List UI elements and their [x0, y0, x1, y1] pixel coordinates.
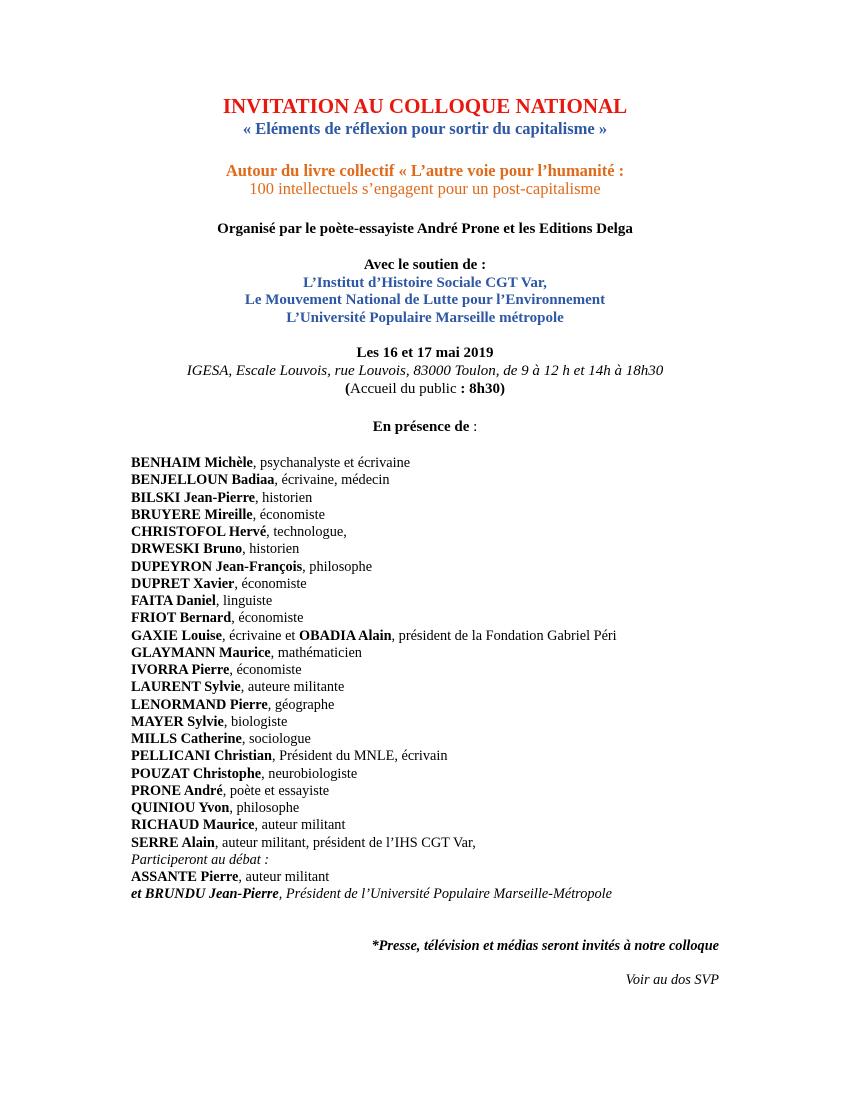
- participant-name: SERRE Alain: [131, 834, 215, 851]
- participant-name: LENORMAND Pierre: [131, 696, 268, 713]
- list-item: [131, 783, 781, 800]
- presence-heading-text: En présence de: [372, 419, 470, 435]
- participant-name: MAYER Sylvie: [131, 713, 224, 730]
- list-item: [131, 576, 781, 593]
- participant-name: ASSANTE Pierre: [131, 869, 239, 885]
- list-item: [131, 524, 781, 541]
- participant-name: POUZAT Christophe: [131, 765, 262, 782]
- participant-name: DRWESKI Bruno: [131, 541, 243, 558]
- participant-name: RICHAUD Maurice: [131, 817, 255, 834]
- list-item: [131, 559, 781, 576]
- participant-desc: , psychanalyste et écrivaine: [252, 455, 411, 471]
- participant-desc: , poète et essayiste: [222, 782, 330, 799]
- participant-name: FAITA Daniel: [131, 593, 216, 609]
- participant-desc: , économiste: [252, 506, 325, 523]
- presence-heading: [0, 418, 850, 437]
- list-item: [131, 541, 781, 558]
- participant-desc: , sociologue: [241, 731, 311, 747]
- participant-desc: , Président de l’Université Populaire Marseille-Métropole: [278, 886, 612, 903]
- participant-name: GAXIE Louise: [131, 627, 222, 644]
- organizer-line: Organisé par le poète-essayiste André Prone et les Editions Delga: [217, 221, 633, 237]
- participant-desc: , auteur militant, président de l’IHS CGT Var,: [214, 834, 476, 851]
- participant-name: MILLS Catherine: [131, 731, 242, 747]
- participant-name: BENHAIM Michèle: [131, 455, 253, 471]
- list-item: [131, 593, 781, 610]
- participant-name: QUINIOU Yvon: [131, 800, 230, 816]
- presence-colon: :: [469, 419, 478, 435]
- list-item: [131, 490, 781, 507]
- book-line-2: 100 intellectuels s’engagent pour un post-capitalisme: [249, 179, 601, 198]
- support-org-mnle: Le Mouvement National de Lutte pour l’Environnement: [244, 292, 606, 308]
- participant-desc: , auteure militante: [240, 679, 345, 696]
- participant-desc: , auteur militant: [238, 869, 330, 885]
- list-item: [131, 869, 781, 886]
- page-title: INVITATION AU COLLOQUE NATIONAL: [222, 94, 628, 118]
- participant-name: FRIOT Bernard: [131, 610, 232, 627]
- participant-name: IVORRA Pierre: [131, 662, 230, 678]
- participant-desc: , mathématicien: [270, 644, 362, 661]
- participant-name: BRUYERE Mireille: [131, 506, 253, 523]
- list-item: [131, 731, 781, 748]
- list-item: [131, 748, 781, 765]
- debate-heading: Participeront au débat :: [131, 851, 270, 868]
- participant-desc: , philosophe: [229, 800, 300, 816]
- list-item: [131, 645, 781, 662]
- list-item: [131, 817, 781, 834]
- book-line-1: Autour du livre collectif « L’autre voie pour l’humanité :: [225, 161, 625, 180]
- support-org-upm: L’Université Populaire Marseille métropole: [286, 309, 564, 326]
- participant-desc: , économiste: [234, 575, 307, 592]
- press-note: *Presse, télévision et médias seront invités à notre colloque: [371, 938, 719, 954]
- list-item: [131, 472, 781, 489]
- event-dates: Les 16 et 17 mai 2019: [356, 345, 494, 361]
- list-item: [131, 662, 781, 679]
- participant-name: BILSKI Jean-Pierre: [131, 489, 256, 506]
- participant-desc: , historien: [255, 489, 313, 506]
- participant-desc: , Président du MNLE, écrivain: [272, 748, 448, 765]
- participant-desc: , philosophe: [302, 558, 373, 575]
- list-item: [131, 697, 781, 714]
- list-item: [131, 835, 781, 852]
- support-block: [0, 257, 850, 327]
- participant-desc: , géographe: [267, 696, 335, 713]
- see-reverse-note: Voir au dos SVP: [625, 972, 719, 988]
- participant-desc: , président de la Fondation Gabriel Péri: [391, 627, 617, 644]
- list-item: [131, 628, 781, 645]
- colloquium-subtitle: « Eléments de réflexion pour sortir du capitalisme »: [242, 119, 608, 138]
- list-item: [131, 455, 781, 472]
- participant-desc: , écrivaine, médecin: [274, 472, 390, 489]
- participant-desc: , auteur militant: [254, 817, 346, 834]
- participant-desc: , économiste: [229, 662, 302, 678]
- participant-name: et BRUNDU Jean-Pierre: [131, 886, 279, 903]
- accueil-time: : 8h30): [460, 381, 505, 397]
- support-heading: Avec le soutien de :: [363, 257, 487, 273]
- participant-name: PELLICANI Christian: [131, 748, 273, 765]
- support-org-ihs: L’Institut d’Histoire Sociale CGT Var,: [303, 274, 547, 291]
- participant-desc: , économiste: [231, 610, 304, 627]
- event-accueil: [0, 381, 850, 399]
- list-item: [131, 886, 781, 903]
- accueil-open: (: [345, 381, 350, 397]
- participant-name: DUPRET Xavier: [131, 575, 235, 592]
- list-item: [131, 610, 781, 627]
- participant-desc: , historien: [242, 541, 300, 558]
- list-item: [131, 800, 781, 817]
- participant-desc: , linguiste: [215, 593, 273, 609]
- list-item: [131, 679, 781, 696]
- participant-name: GLAYMANN Maurice: [131, 644, 271, 661]
- list-item: [131, 766, 781, 783]
- accueil-text: Accueil du public: [350, 381, 461, 397]
- participants-list: [131, 455, 781, 904]
- participant-name: PRONE André: [131, 782, 223, 799]
- list-item: [131, 714, 781, 731]
- participant-desc: , neurobiologiste: [261, 765, 358, 782]
- participant-name: CHRISTOFOL Hervé: [131, 524, 267, 540]
- participant-desc: , biologiste: [223, 713, 288, 730]
- participant-name: BENJELLOUN Badiaa: [131, 472, 275, 489]
- participant-name: OBADIA Alain: [298, 627, 392, 644]
- participant-name: LAURENT Sylvie: [131, 679, 241, 696]
- list-item: [131, 507, 781, 524]
- participant-name: DUPEYRON Jean-François: [131, 558, 303, 575]
- participant-desc: , écrivaine et: [221, 627, 299, 644]
- event-place: IGESA, Escale Louvois, rue Louvois, 83000 Toulon, de 9 à 12 h et 14h à 18h30: [186, 363, 664, 379]
- participant-desc: , technologue,: [266, 524, 347, 540]
